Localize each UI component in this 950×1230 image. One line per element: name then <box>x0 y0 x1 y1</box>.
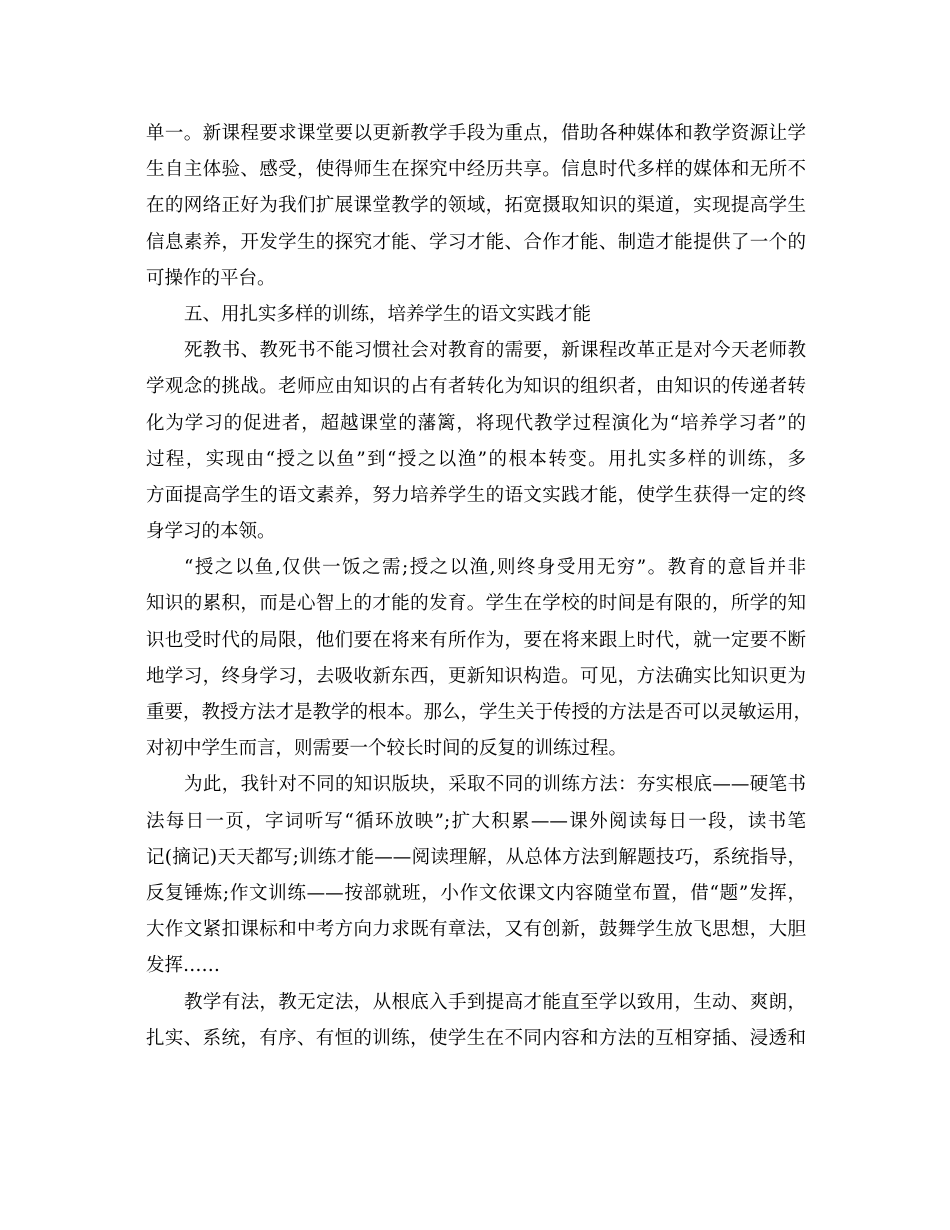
text-line: 过程，实现由“授之以鱼”到“授之以渔”的根本转变。用扎实多样的训练，多 <box>146 448 806 470</box>
text-line: 化为学习的促进者，超越课堂的藩篱，将现代教学过程演化为“培养学习者”的 <box>146 412 806 434</box>
text-line: 扎实、系统，有序、有恒的训练，使学生在不同内容和方法的互相穿插、浸透和 <box>146 1027 806 1049</box>
text-line: “授之以鱼,仅供一饭之需;授之以渔,则终身受用无穷”。教育的意旨并非 <box>184 557 806 579</box>
text-line: 发挥…… <box>146 955 221 977</box>
text-line: 大作文紧扣课标和中考方向力求既有章法，又有创新，鼓舞学生放飞思想，大胆 <box>146 919 806 941</box>
text-line: 生自主体验、感受，使得师生在探究中经历共享。信息时代多样的媒体和无所不 <box>146 159 806 181</box>
text-line: 法每日一页，字词听写“循环放映”;扩大积累——课外阅读每日一段，读书笔 <box>146 810 806 832</box>
text-line: 方面提高学生的语文素养，努力培养学生的语文实践才能，使学生获得一定的终 <box>146 484 806 506</box>
text-line: 身学习的本领。 <box>146 521 276 543</box>
text-line: 学观念的挑战。老师应由知识的占有者转化为知识的组织者，由知识的传递者转 <box>146 376 806 398</box>
text-line: 五、用扎实多样的训练，培养学生的语文实践才能 <box>184 303 592 325</box>
text-line: 信息素养，开发学生的探究才能、学习才能、合作才能、制造才能提供了一个的 <box>146 231 806 253</box>
text-line: 对初中学生而言，则需要一个较长时间的反复的训练过程。 <box>146 738 628 760</box>
text-line: 死教书、教死书不能习惯社会对教育的需要，新课程改革正是对今天老师教 <box>184 340 806 362</box>
text-line: 在的网络正好为我们扩展课堂教学的领域，拓宽摄取知识的渠道，实现提高学生 <box>146 195 806 217</box>
text-line: 识也受时代的局限，他们要在将来有所作为，要在将来跟上时代，就一定要不断 <box>146 629 806 651</box>
text-line: 单一。新课程要求课堂要以更新教学手段为重点，借助各种媒体和教学资源让学 <box>146 123 806 144</box>
text-line: 可操作的平台。 <box>146 267 276 289</box>
text-line: 知识的累积，而是心智上的才能的发育。学生在学校的时间是有限的，所学的知 <box>146 593 806 615</box>
text-line: 教学有法，教无定法，从根底入手到提高才能直至学以致用，生动、爽朗， <box>184 991 806 1013</box>
text-line: 重要，教授方法才是教学的根本。那么，学生关于传授的方法是否可以灵敏运用， <box>146 702 813 723</box>
text-line: 反复锤炼;作文训练——按部就班，小作文依课文内容随堂布置，借“题”发挥， <box>146 882 806 904</box>
document-body <box>146 116 813 1057</box>
text-line: 为此，我针对不同的知识版块，采取不同的训练方法：夯实根底——硬笔书 <box>184 774 806 796</box>
text-line: 地学习，终身学习，去吸收新东西，更新知识构造。可见，方法确实比知识更为 <box>146 665 806 687</box>
text-line: 记(摘记)天天都写;训练才能——阅读理解，从总体方法到解题技巧，系统指导， <box>146 846 806 868</box>
